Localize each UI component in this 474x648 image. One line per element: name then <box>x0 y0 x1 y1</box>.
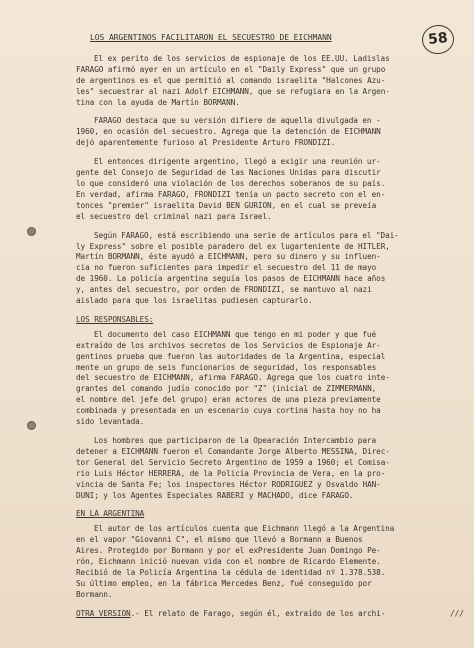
punch-hole <box>27 227 36 236</box>
document-body <box>76 33 468 620</box>
text-line: En verdad, afirma FARAGO, FRONDIZI tenía un pacto secreto con el en- <box>76 189 386 199</box>
text-line: El autor de los artículos cuenta que Eichmann llegó a la Argentina <box>94 524 395 534</box>
text-line: Los hombres que participaron de la Opearación Intercambio para <box>94 436 376 445</box>
argentina-section <box>76 524 468 600</box>
text-line: El documento del caso EICHMANN que tengo en mi poder y que fué <box>94 329 376 339</box>
text-line: Martín BORMANN, éste ayudó a EICHMANN, pero su dinero y su influen- <box>76 252 381 262</box>
text-line: Bormann. <box>76 589 113 599</box>
page-number: 58 <box>421 23 456 55</box>
text-line: gente del Consejo de Seguridad de las Naciones Unidas para discutir <box>76 168 381 178</box>
text-line: lo que consideró una violación de los derechos soberanos de su país. <box>76 178 386 188</box>
text-line: aislado para que los israelitas pudiesen capturarlo. <box>76 296 313 306</box>
text-line: Aires. Protegido por Bormann y por el exPresidente Juan Domingo Pe- <box>76 546 381 556</box>
paragraph <box>76 231 468 307</box>
text-line: cia no fueron suficientes para impedir el secuestro del 11 de mayo <box>76 263 377 273</box>
text-line: 1960, en ocasión del secuestro. Agrega que la detención de EICHMANN <box>76 127 381 137</box>
text-line: combinada y presentada en un escenario cuya cortina hasta hoy no ha <box>76 406 381 416</box>
text-line: grantes del comando judío conocido por "Z" (inicial de ZIMMERMANN, <box>76 384 377 394</box>
text-line: extraído de los archivos secretos de los Servicios de Espionaje Ar- <box>76 340 381 350</box>
text-line: tor General del Servicio Secreto Argentino de 1959 a 1960; el Comisa- <box>76 457 390 467</box>
text-line: mente un grupo de seis funcionarios de seguridad, los responsables <box>76 362 377 372</box>
text-line: vincia de Santa Fe; los inspectores Héctor RODRIGUEZ y Osvaldo HAN- <box>76 479 381 489</box>
text-line: ly Express" sobre el posible paradero del ex lugarteniente de HITLER, <box>76 241 390 251</box>
section-heading-responsables: LOS RESPONSABLES: <box>76 314 154 324</box>
text-line: de 1960. La policía argentina seguía los pasos de EICHMANN hace años <box>76 274 386 284</box>
text-line: de argentinos es el que permitió al comando israelita "Halcones Azu- <box>76 75 386 85</box>
last-line <box>76 609 468 620</box>
text-line: DUNI; y los Agentes Especiales RABERI y MACHADO, dice FARAGO. <box>76 490 354 500</box>
intro-section <box>76 54 468 307</box>
paragraph <box>76 157 468 222</box>
text-line: el secuestro del criminal nazi para Israel. <box>76 211 272 221</box>
text-line: detener a EICHMANN fueron el Comandante Jorge Alberto MESSINA, Direc- <box>76 446 390 456</box>
text-line: El ex perito de los servicios de espionaje de los EE.UU. Ladislas <box>94 53 390 63</box>
paragraph <box>76 116 468 149</box>
text-line: Según FARAGO, está escribiendo una serie de artículos para el "Dai- <box>94 230 399 240</box>
paragraph <box>76 436 468 501</box>
text-line: Su último empleo, en la fábrica Mercedes Benz, fué conseguido por <box>76 578 372 588</box>
punch-hole <box>27 421 36 430</box>
responsables-section <box>76 330 468 502</box>
paragraph <box>76 524 468 600</box>
margin-note: /// <box>450 608 464 618</box>
text-line: tonces "premier" israelita David BEN GURION, en el cual se preveía <box>76 200 377 210</box>
text-line: FARAGO afirmó ayer en un artículo en el "Daily Express" que un grupo <box>76 64 386 74</box>
text-line: Recibió de la Policía Argentina la cédula de identidad nº 1.378.538. <box>76 567 386 577</box>
text-line: en el vapor "Giovanni C", el mismo que llevó a Bormann a Buenos <box>76 535 363 545</box>
text-line: rio Luis Héctor HERRERA, de la Policía Provincia de Vera, en la pro- <box>76 468 386 478</box>
text-line: sido levantada. <box>76 417 145 427</box>
paragraph <box>76 54 468 109</box>
section-heading-argentina: EN LA ARGENTINA <box>76 509 145 519</box>
text-line: del secuestro de EICHMANN, afirma FARAGO. Agrega que los cuatro inte- <box>76 373 390 383</box>
text-line: FARAGO destaca que su versión difiere de aquella divulgada en - <box>94 116 381 126</box>
text-line: rón, Eichmann inició nuevan vida con el nombre de Ricardo Elemente. <box>76 557 381 567</box>
paragraph <box>76 330 468 428</box>
last-line-text: .- El relato de Farago, según él, extraído de los archi- <box>130 608 386 618</box>
text-line: gentinos prueba que fueron las autoridades de la Argentina, especial <box>76 351 386 361</box>
text-line: y, antes del secuestro, por orden de FRONDIZI, se mantuvo al nazi <box>76 285 372 295</box>
text-line: el nombre del jefe del grupo) eran actores de una pieza previamente <box>76 395 381 405</box>
text-line: El entonces dirigente argentino, llegó a exigir una reunión ur- <box>94 157 381 167</box>
text-line: les" secuestrar al nazi Adolf EICHMANN, que se refugiara en la Argen- <box>76 86 390 96</box>
text-line: tina con la ayuda de Martín BORMANN. <box>76 97 240 107</box>
section-heading-otra-version: OTRA VERSION <box>76 608 131 618</box>
text-line: dejó aparentemente furioso al Presidente Arturo FRONDIZI. <box>76 138 336 148</box>
document-title: LOS ARGENTINOS FACILITARON EL SECUESTRO DE EICHMANN <box>90 33 332 42</box>
